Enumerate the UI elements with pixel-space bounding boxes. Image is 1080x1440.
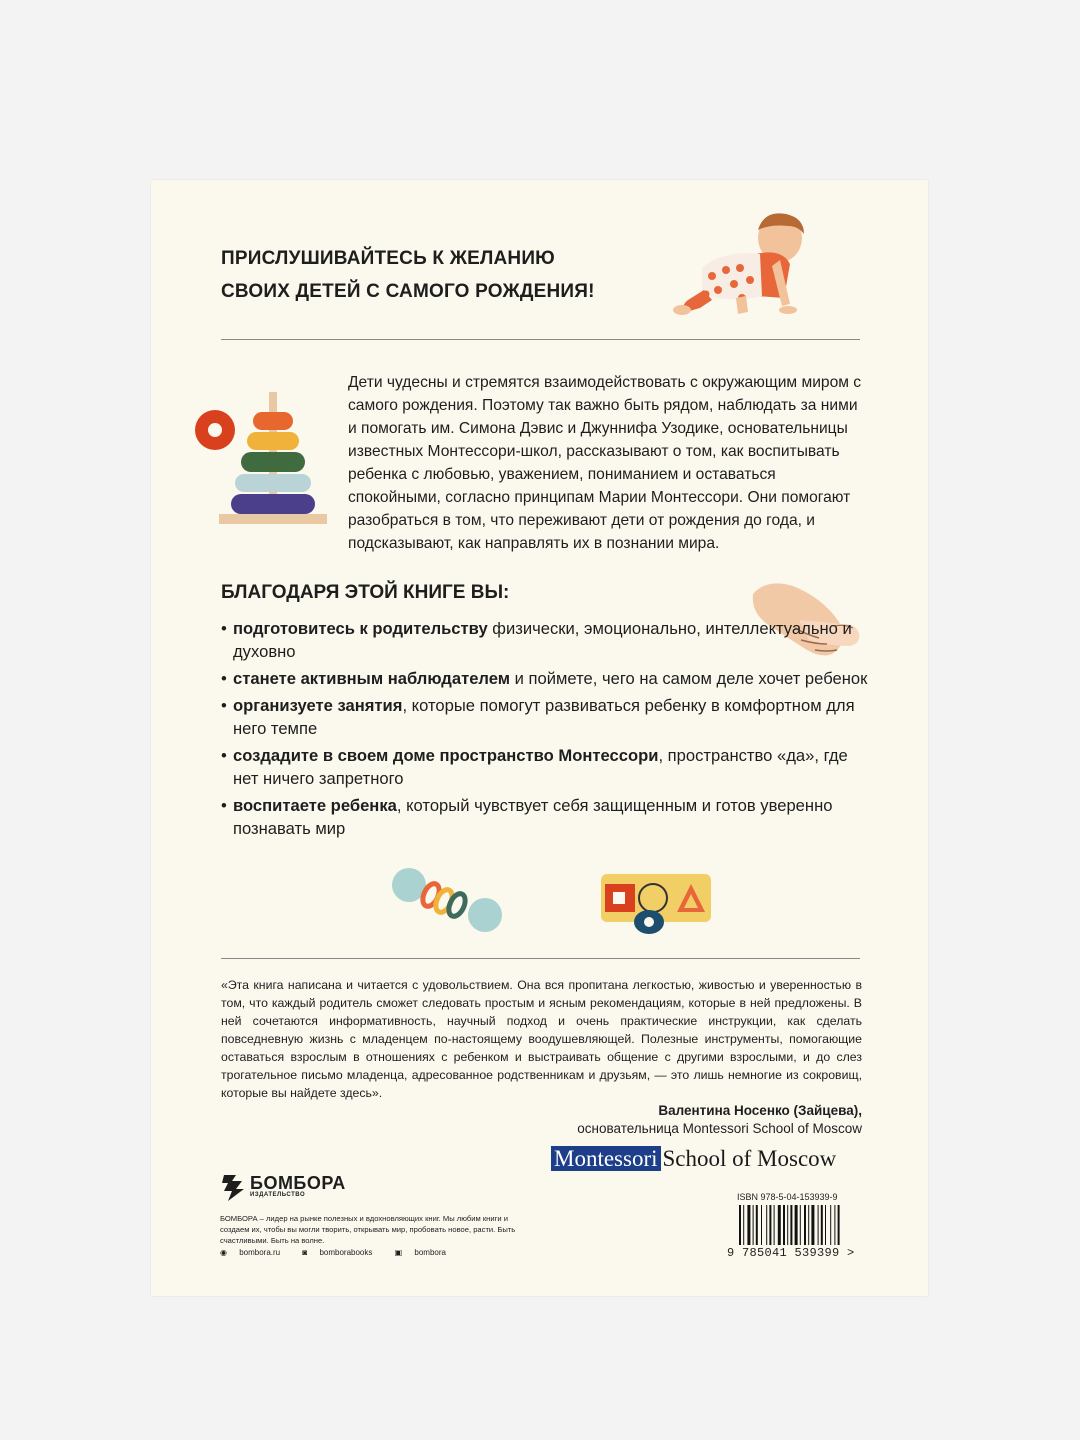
benefit-item-bold: воспитаете ребенка [233,796,397,815]
social-site [220,1248,290,1257]
quote-paragraph: «Эта книга написана и читается с удовольствием. Она вся пропитана легкостью, живостью и уверенностью в том, что каждый родитель сможет следовать простым и ясным рекомендациям, которые в ней предложены. В ней сочетаются информативность, научный подход и очень практические инструкции, как сделать повседневную жизнь с младенцем по-настоящему воодушевляющей. Полезные инструменты, помогающие оставаться взрослым в отношениях с ребенком и выстраивать общение с другими взрослыми, и до слез трогательное письмо младенца, адресованное родственникам и друзьям, — это лишь немногие из сокровищ, которые вы найдете здесь». [221,978,862,1100]
benefit-item [221,744,871,790]
quote-author [577,1102,862,1138]
divider-top [221,339,860,340]
benefit-item-bold: создадите в своем доме пространство Монтессори [233,746,659,765]
headline [221,242,641,308]
benefit-item-text: и поймете, чего на самом деле хочет ребенок [510,669,868,688]
benefit-item-text: , который чувствует себя защищенным и готов уверенно познавать мир [233,796,833,838]
publisher-name: БОМБОРА [250,1173,346,1193]
benefit-item-bold: станете активным наблюдателем [233,669,511,688]
montessori-logo-part1: Montessori [551,1146,661,1171]
montessori-school-logo [551,1145,836,1173]
benefit-item [221,617,871,663]
benefits-title: БЛАГОДАРЯ ЭТОЙ КНИГЕ ВЫ: [221,582,510,603]
benefit-item [221,694,871,740]
publisher-socials [220,1248,466,1257]
social-vk [302,1248,382,1257]
globe-icon: ◉ [220,1248,227,1257]
publisher-logo [220,1173,520,1203]
stacking-pyramid-illustration [193,390,328,528]
vk-icon: ◙ [302,1248,308,1257]
benefit-item-text: , которые помогут развиваться ребенку в комфортном для него темпе [233,696,855,738]
crawling-baby-illustration [646,210,816,322]
social-youtube [395,1248,456,1257]
benefit-item [221,794,871,840]
montessori-logo-part2: School of Moscow [662,1146,837,1171]
intro-paragraph: Дети чудесны и стремятся взаимодействовать с окружающим миром с самого рождения. Поэтому так важно быть рядом, наблюдать за ними и помогать им. Симона Дэвис и Джуннифа Узодике, основательницы известных Монтессори-школ, рассказывают о том, как воспитывать ребенка с любовью, уважением, пониманием и оставаться спокойными, согласно принципам Марии Монтессори. Они помогают разобраться в том, что переживают дети от рождения до года, и подсказывают, как направлять их в познании мира. [348,374,862,552]
publisher-emblem-icon [220,1173,246,1203]
headline-line-2: СВОИХ ДЕТЕЙ С САМОГО РОЖДЕНИЯ! [221,281,595,302]
benefit-item-text: , пространство «да», где нет ничего запретного [233,746,848,788]
benefit-item-bold: подготовитесь к родительству [233,619,488,638]
barcode-number: 9 785041 539399 > [727,1246,855,1260]
author-role: основательница Montessori School of Moscow [577,1121,862,1136]
publisher-subtitle: ИЗДАТЕЛЬСТВО [250,1192,306,1198]
benefit-item [221,667,871,690]
rattle-toy-illustration [389,865,507,935]
shape-puzzle-illustration [599,870,714,942]
social-youtube-label: bombora [414,1248,446,1257]
headline-line-1: ПРИСЛУШИВАЙТЕСЬ К ЖЕЛАНИЮ [221,248,555,269]
benefit-item-text: физически, эмоционально, интеллектуально и духовно [233,619,852,661]
barcode-icon [737,1205,855,1247]
social-site-label: bombora.ru [239,1248,281,1257]
benefit-item-bold: организуете занятия [233,696,403,715]
social-vk-label: bomborabooks [319,1248,373,1257]
publisher-description: БОМБОРА – лидер на рынке полезных и вдохновляющих книг. Мы любим книги и создаем их, чтобы вы могли творить, открывать мир, пробовать новое, расти. Быть счастливыми. Быть на волне. [220,1214,516,1245]
divider-bottom [221,958,860,959]
benefits-list [221,617,871,844]
author-name: Валентина Носенко (Зайцева), [658,1103,862,1118]
youtube-icon: ▣ [394,1248,403,1257]
book-back-cover [151,180,928,1296]
isbn: ISBN 978-5-04-153939-9 [737,1192,838,1202]
